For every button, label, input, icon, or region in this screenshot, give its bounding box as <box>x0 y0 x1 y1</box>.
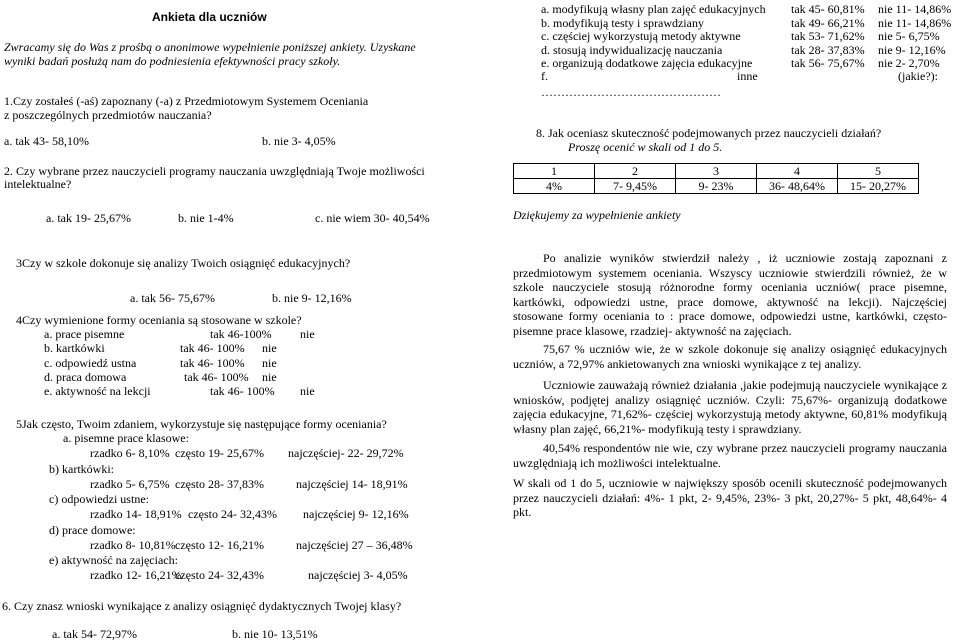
summary-paragraph-1: Po analizie wyników stwierdził należy , iż uczniowie zostają zapoznani z przedmiotowym systemem oceniania. Wszyscy uczniowie stwierdzili również, że w szkole nauczyciele stosują różnorodne formy oceniania uczniów( prace pisemne, kartkówki, odpowiedzi ustne, prace domowe, aktywność na lekcji). Najczęściej stosowane formy oceniania to : prace domowe, odpowiedzi ustne, kartkówki, często-pisemne prace klasowe, rzadziej- aktywność na zajęciach. <box>513 251 947 338</box>
summary-paragraph-3: Uczniowie zauważają również działania ,jakie podejmują nauczyciele wynikające z wniosków, podjętej analizy osiągnięć uczniów. Czyli: 75,67%- organizują dodatkowe zajęcia edukacyjne, 71,62%- częściej wykorzystują metody aktywne, 60,81% modyfikują własny plan zajęć, 66,21%- modyfikują testy i sprawdziany. <box>513 378 947 436</box>
measure-no: nie 5- 6,75% <box>878 29 940 43</box>
scale-cell: 5 <box>838 164 919 179</box>
often-value: często 19- 25,67% <box>175 446 264 460</box>
summary-paragraph-2: 75,67 % uczniów wie, że w szkole dokonuje się analizy osiągnięć edukacyjnych uczniów, a 72,97% ankietowanych zna wnioski wynikające z tej analizy. <box>513 342 947 371</box>
question-1-line-1: 1.Czy zostałeś (-aś) zapoznany (-a) z Przedmiotowym Systemem Oceniania <box>4 94 369 108</box>
rarely-value: rzadko 14- 18,91% <box>90 507 182 521</box>
scale-value-cell: 7- 9,45% <box>595 179 676 194</box>
scale-cell: 4 <box>757 164 838 179</box>
form-value: tak 46- 100% <box>210 384 275 399</box>
frequency-group-heading: e) aktywność na zajęciach: <box>49 553 178 567</box>
intro-line-1: Zwracamy się do Was z prośbą o anonimowe wypełnienie poniższej ankiety. Uzyskane <box>4 40 416 54</box>
most-often-value: najczęściej 27 – 36,48% <box>296 537 413 552</box>
form-no: nie <box>262 355 277 370</box>
scale-cell: 1 <box>514 164 595 179</box>
form-value: tak 46-100% <box>210 327 272 341</box>
rating-scale-row <box>514 164 919 179</box>
frequency-group-heading: a. pisemne prace klasowe: <box>63 431 189 445</box>
most-often-value: najczęściej 9- 12,16% <box>303 507 409 521</box>
measure-yes: tak 49- 66,21% <box>791 15 865 30</box>
rarely-value: rzadko 6- 8,10% <box>90 446 170 460</box>
form-label: e. aktywność na lekcji <box>44 384 151 399</box>
measure-no: nie 2- 2,70% <box>878 56 940 70</box>
question-3-answer-b: b. nie 9- 12,16% <box>272 291 352 305</box>
dotted-line: ……………………………………… <box>541 85 721 99</box>
rarely-value: rzadko 8- 10,81% <box>90 537 176 552</box>
form-no: nie <box>300 327 315 341</box>
form-label: a. prace pisemne <box>44 327 125 341</box>
option-f-inne: inne <box>737 69 758 83</box>
form-no: nie <box>262 369 277 384</box>
question-2-line-2: intelektualne? <box>4 177 72 191</box>
summary-paragraph-5: W skali od 1 do 5, uczniowie w największy sposób ocenili skuteczność podejmowanych przez nauczycieli działań: 4%- 1 pkt, 2- 9,45%, 23%- 3 pkt, 20,27%- 5 pkt, 48,64%- 4 pkt. <box>513 476 947 520</box>
question-3: 3Czy w szkole dokonuje się analizy Twoich osiągnięć edukacyjnych? <box>16 256 351 270</box>
measure-yes: tak 56- 75,67% <box>791 56 865 70</box>
question-5: 5Jak często, Twoim zdaniem, wykorzystuje się następujące formy oceniania? <box>16 417 387 431</box>
often-value: często 12- 16,21% <box>175 537 264 552</box>
question-4: 4Czy wymienione formy oceniania są stosowane w szkole? <box>16 313 302 327</box>
most-often-value: najczęściej 14- 18,91% <box>296 476 408 491</box>
measure-yes: tak 28- 37,83% <box>791 42 865 57</box>
scale-value-cell: 4% <box>514 179 595 194</box>
question-2-line-1: 2. Czy wybrane przez nauczycieli programy nauczania uwzględniają Twoje możliwości <box>4 164 425 178</box>
question-6-answer-b: b. nie 10- 13,51% <box>232 627 318 641</box>
measure-yes: tak 53- 71,62% <box>791 29 865 43</box>
question-1-answer-b: b. nie 3- 4,05% <box>262 134 336 148</box>
form-no: nie <box>300 384 315 399</box>
survey-title: Ankieta dla uczniów <box>152 10 267 24</box>
question-2-answer-b: b. nie 1-4% <box>178 211 234 225</box>
question-8: 8. Jak oceniasz skuteczność podejmowanych przez nauczycieli działań? <box>536 126 882 140</box>
scale-cell: 2 <box>595 164 676 179</box>
scale-cell: 3 <box>676 164 757 179</box>
form-no: nie <box>262 341 277 356</box>
form-value: tak 46- 100% <box>180 341 245 356</box>
rarely-value: rzadko 5- 6,75% <box>90 476 170 491</box>
measure-label: a. modyfikują własny plan zajęć edukacyjnych <box>541 2 766 16</box>
option-f-jakie: (jakie?): <box>898 69 938 83</box>
most-often-value: najczęściej- 22- 29,72% <box>288 446 404 460</box>
question-1-line-2: z poszczególnych przedmiotów nauczania? <box>4 108 212 122</box>
question-6: 6. Czy znasz wnioski wynikające z analizy osiągnięć dydaktycznych Twojej klasy? <box>2 599 402 613</box>
rating-values-row <box>514 179 919 194</box>
frequency-group-heading: c) odpowiedzi ustne: <box>49 492 149 506</box>
option-f-label: f. <box>541 69 548 83</box>
question-2-answer-a: a. tak 19- 25,67% <box>46 211 131 225</box>
form-label: d. praca domowa <box>44 369 127 384</box>
scale-value-cell: 36- 48,64% <box>757 179 838 194</box>
question-1-answer-a: a. tak 43- 58,10% <box>4 134 89 148</box>
measure-no: nie 11- 14,86% <box>878 15 952 30</box>
frequency-group-heading: d) prace domowe: <box>49 522 136 537</box>
scale-value-cell: 9- 23% <box>676 179 757 194</box>
question-8-subtitle: Proszę ocenić w skali od 1 do 5. <box>568 140 723 154</box>
often-value: często 28- 37,83% <box>175 476 264 491</box>
measure-yes: tak 45- 60,81% <box>791 2 865 16</box>
rating-table <box>513 163 919 194</box>
scale-value-cell: 15- 20,27% <box>838 179 919 194</box>
measure-label: d. stosują indywidualizację nauczania <box>541 42 723 57</box>
measure-no: nie 9- 12,16% <box>878 42 946 57</box>
most-often-value: najczęściej 3- 4,05% <box>308 568 408 582</box>
question-6-answer-a: a. tak 54- 72,97% <box>52 627 137 641</box>
form-label: b. kartkówki <box>44 341 105 356</box>
rarely-value: rzadko 12- 16,21% <box>90 568 182 582</box>
frequency-group-heading: b) kartkówki: <box>49 461 114 476</box>
measure-label: b. modyfikują testy i sprawdziany <box>541 15 704 30</box>
summary-paragraph-4: 40,54% respondentów nie wie, czy wybrane przez nauczycieli programy nauczania uwzględniają ich możliwości intelektualne. <box>513 441 947 470</box>
often-value: często 24- 32,43% <box>175 568 264 582</box>
intro-line-2: wyniki badań posłużą nam do podniesienia efektywności pracy szkoły. <box>4 54 341 68</box>
often-value: często 24- 32,43% <box>188 507 277 521</box>
measure-label: e. organizują dodatkowe zajęcia edukacyjne <box>541 56 753 70</box>
form-value: tak 46- 100% <box>184 369 249 384</box>
form-label: c. odpowiedź ustna <box>44 355 137 370</box>
measure-label: c. częściej wykorzystują metody aktywne <box>541 29 741 43</box>
question-2-answer-c: c. nie wiem 30- 40,54% <box>315 211 430 225</box>
measure-no: nie 11- 14,86% <box>878 2 952 16</box>
question-3-answer-a: a. tak 56- 75,67% <box>130 291 215 305</box>
form-value: tak 46- 100% <box>180 355 245 370</box>
thanks-note: Dziękujemy za wypełnienie ankiety <box>513 208 681 222</box>
